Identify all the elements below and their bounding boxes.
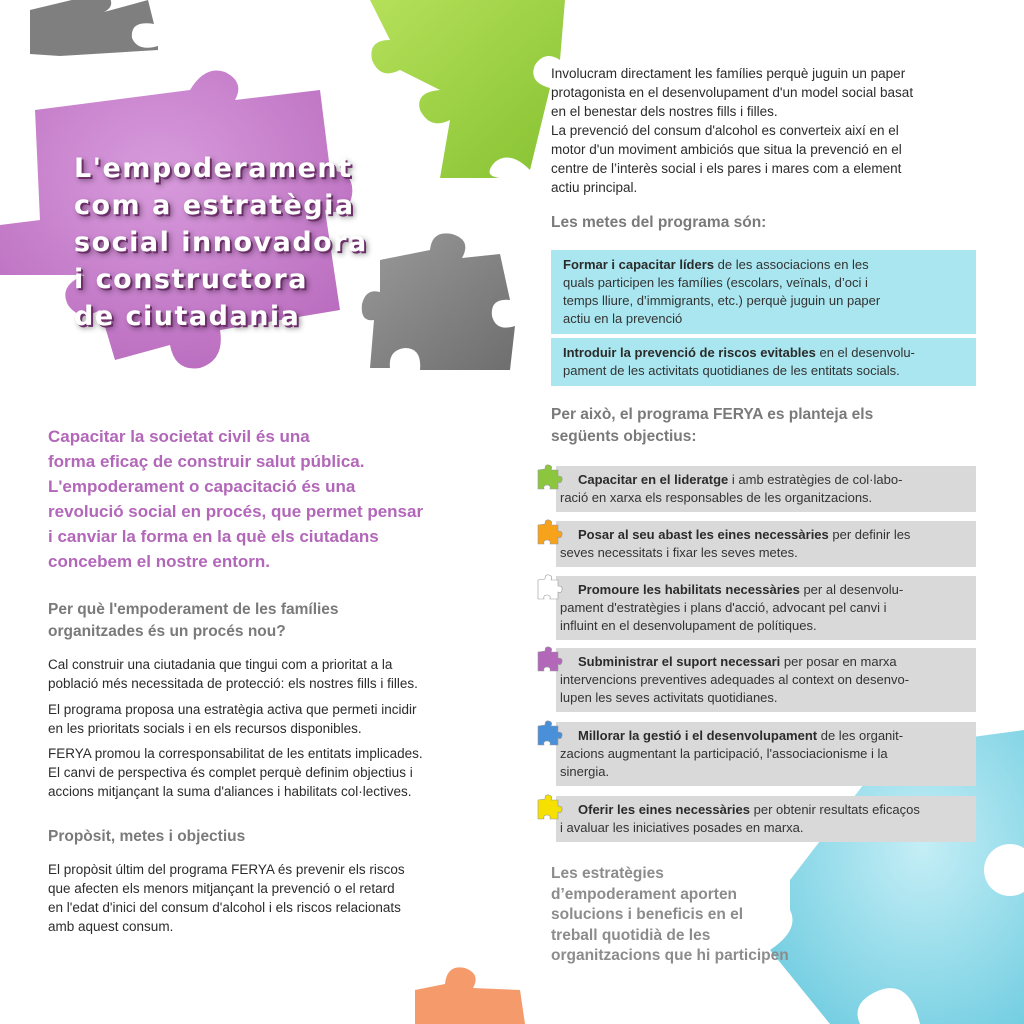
objective-line — [560, 653, 968, 671]
section-heading-purpose — [48, 826, 478, 848]
lead-line: concebem el nostre entorn. — [48, 552, 270, 571]
objective-bold-text: Posar al seu abast les eines necessàries — [578, 527, 829, 542]
green-puzzle-icon — [534, 462, 564, 492]
objective-item-1 — [556, 466, 976, 512]
objective-line: ració en xarxa els responsables de les organitzacions. — [560, 490, 873, 505]
objective-text: per obtenir resultats eficaços — [750, 802, 920, 817]
objective-text: i amb estratègies de col·labo- — [728, 472, 903, 487]
purple-puzzle-icon — [534, 644, 564, 674]
text-line: motor d'un moviment ambiciós que situa la prevenció en el — [551, 142, 902, 157]
intro-paragraph-2 — [551, 121, 976, 197]
closing-line: Les estratègies — [551, 865, 664, 882]
text-line: El canvi de perspectiva és complet perquè definim objectius i — [48, 765, 413, 780]
why-paragraph-1 — [48, 655, 468, 693]
title-line: com a estratègia — [74, 190, 355, 221]
objective-line: pament d'estratègies i plans d'acció, advocant pel canvi i — [560, 600, 887, 615]
goal-text: de les associacions en les — [714, 257, 869, 272]
heading-line: organitzades és un procés nou? — [48, 623, 286, 640]
text-line: El programa proposa una estratègia activa que permeti incidir — [48, 702, 417, 717]
text-line: actiu principal. — [551, 180, 638, 195]
objective-item-5 — [556, 722, 976, 786]
objective-line: sinergia. — [560, 764, 610, 779]
objective-text: per al desenvolu- — [799, 582, 904, 597]
heading-line: Per això, el programa FERYA es planteja els — [551, 406, 874, 423]
goal-item-2 — [551, 338, 976, 386]
closing-line: solucions i beneficis en el — [551, 906, 744, 923]
goals-heading — [551, 212, 976, 234]
lead-line: revolució social en procés, que permet pensar — [48, 502, 424, 521]
heading-line: Propòsit, metes i objectius — [48, 828, 246, 845]
closing-statement — [551, 864, 851, 967]
objectives-heading — [551, 404, 976, 448]
section-heading-why — [48, 599, 478, 643]
lead-line: forma eficaç de construir salut pública. — [48, 452, 365, 471]
objective-line: zacions augmentant la participació, l'associacionisme i la — [560, 746, 888, 761]
goal-line: temps lliure, d’immigrants, etc.) perquè juguin un paper — [563, 293, 881, 308]
text-line: que afecten els menors mitjançant la prevenció o el retard — [48, 881, 395, 896]
objective-bold-text: Subministrar el suport necessari — [578, 654, 781, 669]
title-line: social innovadora — [74, 227, 368, 258]
objective-line: i avaluar les iniciatives posades en marxa. — [560, 820, 804, 835]
closing-line: treball quotidià de les — [551, 926, 711, 944]
objective-line — [560, 801, 968, 819]
goal-line: actiu en la prevenció — [563, 311, 683, 326]
closing-line: d’empoderament aporten — [551, 885, 738, 903]
objective-line — [560, 581, 968, 599]
lead-line: Capacitar la societat civil és una — [48, 427, 310, 446]
orange-puzzle-piece — [415, 960, 525, 1024]
white-puzzle-icon — [534, 572, 564, 602]
goal-line — [563, 256, 966, 274]
objective-line — [560, 471, 968, 489]
purpose-paragraph — [48, 860, 468, 936]
objective-bold-text: Oferir les eines necessàries — [578, 802, 751, 817]
yellow-puzzle-icon — [534, 792, 564, 822]
text-line: La prevenció del consum d'alcohol es converteix així en el — [551, 123, 899, 138]
text-line: en el benestar dels nostres fills i filles. — [551, 104, 778, 119]
intro-paragraph-1 — [551, 64, 976, 121]
text-line: amb aquest consum. — [48, 919, 174, 934]
lead-line: i canviar la forma en la què els ciutadans — [48, 527, 379, 546]
text-line: en les prioritats socials i en els recursos disponibles. — [48, 721, 362, 736]
objective-line: lupen les seves activitats quotidianes. — [560, 690, 778, 705]
text-line: FERYA promou la corresponsabilitat de les entitats implicades. — [48, 746, 423, 761]
goal-text: en el desenvolu- — [815, 345, 915, 360]
text-line: centre de l’interès social i els pares i mares com a element — [551, 161, 902, 176]
objective-line: influint en el desenvolupament de polítiques. — [560, 618, 817, 633]
text-line: protagonista en el desenvolupament d'un model social basat — [551, 85, 914, 100]
goal-bold-text: Formar i capacitar líders — [563, 257, 715, 272]
objective-text: per posar en marxa — [780, 654, 897, 669]
goal-item-1 — [551, 250, 976, 334]
blue-puzzle-icon — [534, 718, 564, 748]
objective-item-4 — [556, 648, 976, 712]
objective-text: per definir les — [828, 527, 911, 542]
why-paragraph-3 — [48, 744, 468, 801]
goal-line: quals participen les famílies (escolars, veïnals, d’oci i — [563, 275, 868, 290]
why-paragraph-2 — [48, 700, 468, 738]
objective-item-3 — [556, 576, 976, 640]
heading-line: Per què l'empoderament de les famílies — [48, 601, 339, 618]
objective-item-6 — [556, 796, 976, 842]
objective-bold-text: Capacitar en el lideratge — [578, 472, 729, 487]
objective-item-2 — [556, 521, 976, 567]
title-line: de ciutadania — [74, 301, 301, 332]
heading-line: Les metes del programa són: — [551, 214, 767, 231]
objective-line: seves necessitats i fixar les seves metes. — [560, 545, 798, 560]
text-line: Cal construir una ciutadania que tingui com a prioritat a la — [48, 657, 393, 672]
goal-line — [563, 344, 966, 362]
text-line: accions mitjançant la suma d'aliances i habilitats col·lectives. — [48, 784, 412, 799]
objective-line — [560, 727, 968, 745]
orange-puzzle-icon — [534, 517, 564, 547]
objective-bold-text: Promoure les habilitats necessàries — [578, 582, 800, 597]
title-line: i constructora — [74, 264, 308, 295]
closing-line: organitzacions que hi participen — [551, 947, 789, 964]
lead-line: L'empoderament o capacitació és una — [48, 477, 356, 496]
objective-line: intervencions preventives adequades al context on desenvo- — [560, 672, 910, 687]
title-line: L'empoderament — [74, 153, 353, 184]
page-title — [74, 150, 404, 335]
text-line: El propòsit últim del programa FERYA és prevenir els riscos — [48, 862, 405, 877]
objective-bold-text: Millorar la gestió i el desenvolupament — [578, 728, 818, 743]
goal-line: pament de les activitats quotidianes de les entitats socials. — [563, 363, 900, 378]
goal-bold-text: Introduir la prevenció de riscos evitables — [563, 345, 816, 360]
heading-line: següents objectius: — [551, 428, 697, 445]
lead-paragraph — [48, 424, 478, 574]
text-line: Involucram directament les famílies perquè juguin un paper — [551, 66, 906, 81]
text-line: en l'edat d'inici del consum d'alcohol i els riscos relacionats — [48, 900, 401, 915]
objective-line — [560, 526, 968, 544]
objective-text: de les organit- — [817, 728, 904, 743]
text-line: població més necessitada de protecció: els nostres fills i filles. — [48, 676, 418, 691]
